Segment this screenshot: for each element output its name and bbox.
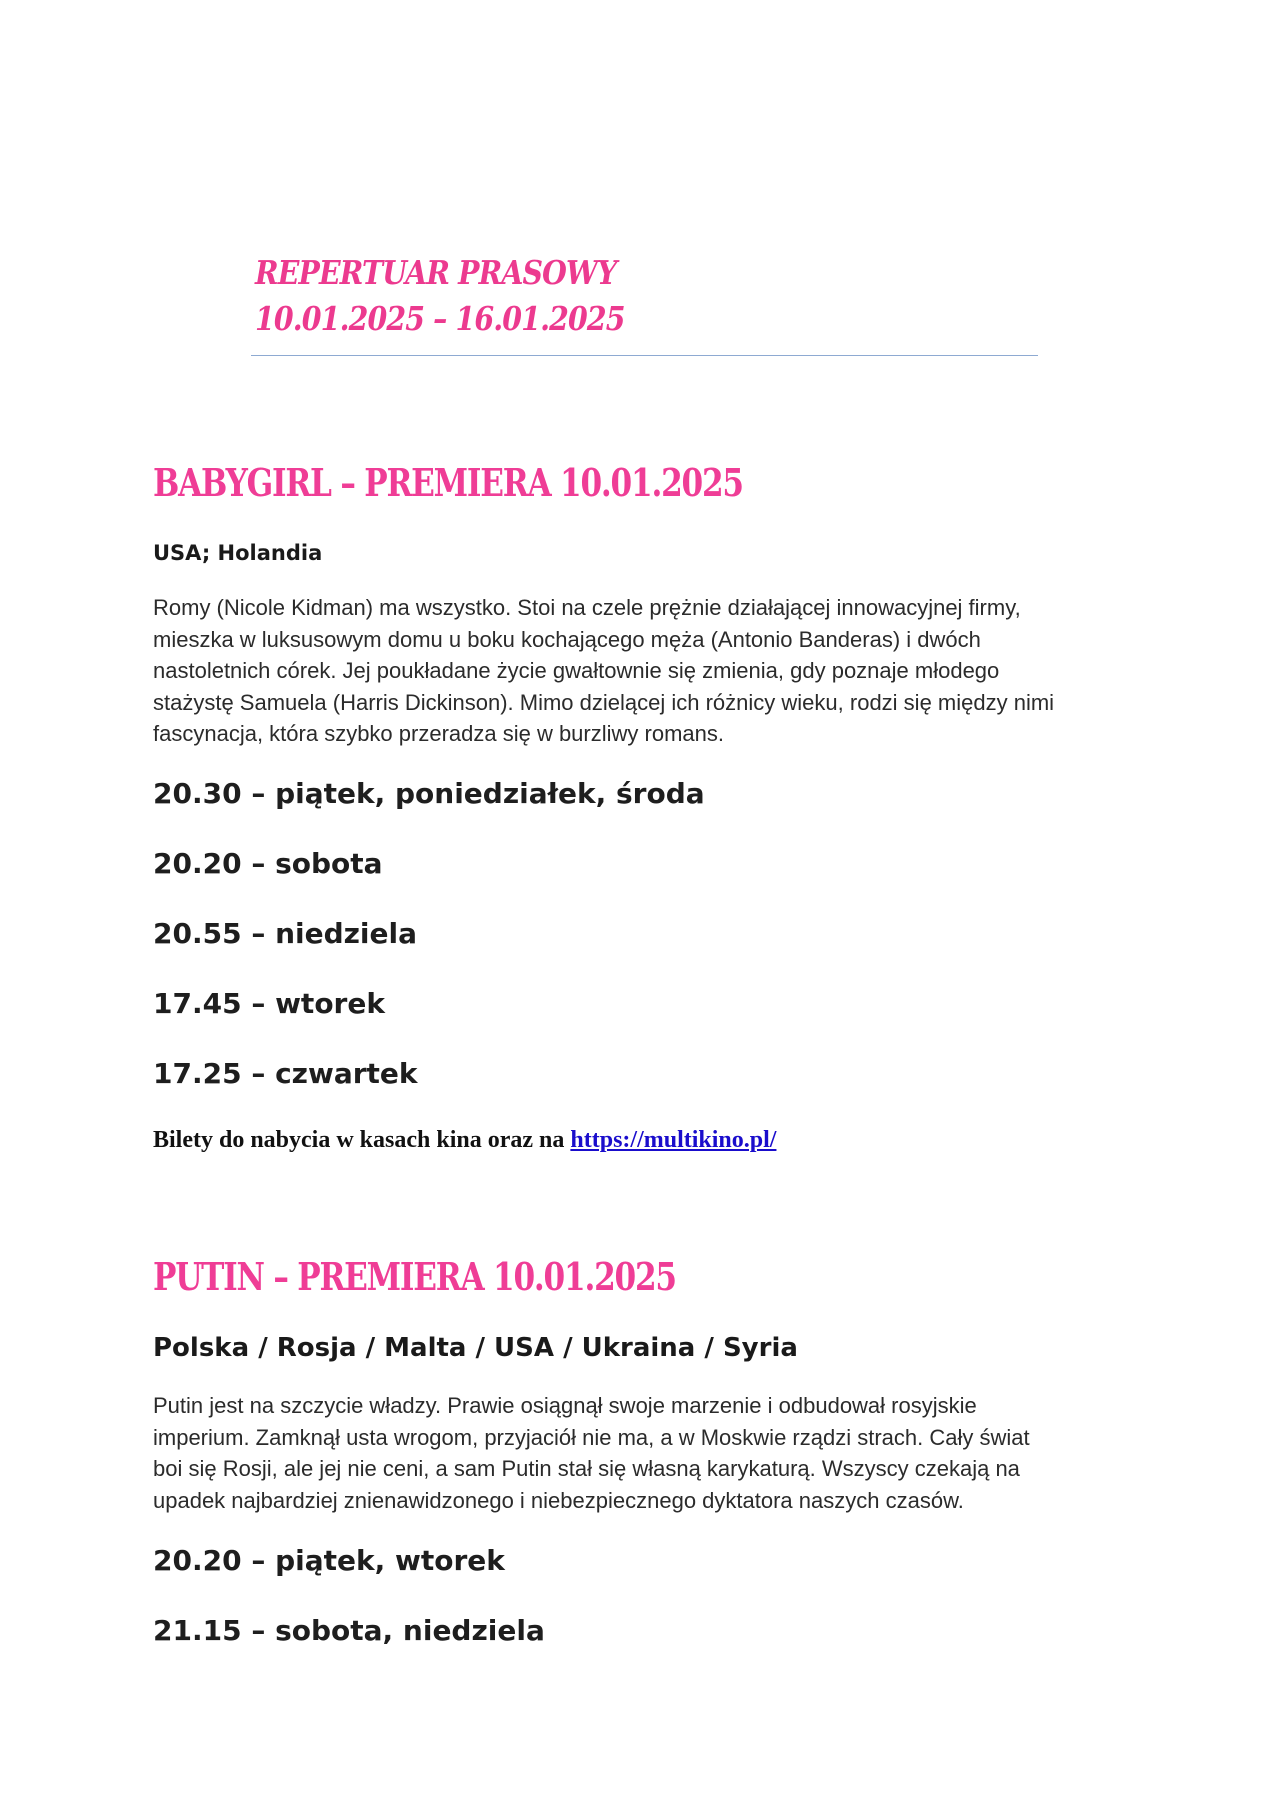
description-line: imperium. Zamknął usta wrogom, przyjaciół nie ma, a w Moskwie rządzi strach. Cały świat: [153, 1424, 1030, 1450]
description-line: nastoletnich córek. Jej poukładane życie gwałtownie się zmienia, gdy poznaje młodego: [153, 658, 1000, 683]
showtime: 20.20 – piątek, wtorek: [153, 1544, 505, 1577]
description-line: Romy (Nicole Kidman) ma wszystko. Stoi na czele prężnie działającej innowacyjnej firmy,: [153, 595, 1021, 620]
movie-description: [153, 592, 1143, 750]
movie-title: BABYGIRL – PREMIERA 10.01.2025: [153, 460, 743, 505]
multikino-link[interactable]: https://multikino.pl/: [570, 1127, 777, 1153]
tickets-info: [153, 1127, 776, 1154]
movie-title: PUTIN – PREMIERA 10.01.2025: [153, 1254, 676, 1299]
press-repertoire-header: [255, 250, 625, 342]
showtime: 17.45 – wtorek: [153, 987, 385, 1020]
movie-countries: USA; Holandia: [153, 541, 323, 565]
header-title: REPERTUAR PRASOWY: [255, 253, 617, 292]
showtime: 20.55 – niedziela: [153, 917, 418, 950]
showtime: 17.25 – czwartek: [153, 1057, 418, 1090]
showtime: 21.15 – sobota, niedziela: [153, 1614, 545, 1647]
description-line: boi się Rosji, ale jej nie ceni, a sam Putin stał się własną karykaturą. Wszyscy czekają na: [153, 1456, 1020, 1481]
header-divider: [251, 355, 1038, 356]
showtime: 20.30 – piątek, poniedziałek, środa: [153, 777, 705, 810]
movie-description: [153, 1390, 1143, 1516]
description-line: upadek najbardziej znienawidzonego i niebezpiecznego dyktatora naszych czasów.: [153, 1487, 964, 1513]
movie-countries: Polska / Rosja / Malta / USA / Ukraina / Syria: [153, 1333, 798, 1363]
description-line: fascynacja, która szybko przeradza się w burzliwy romans.: [153, 721, 724, 746]
description-line: stażystę Samuela (Harris Dickinson). Mimo dzielącej ich różnicy wieku, rodzi się między nimi: [153, 689, 1055, 715]
showtime: 20.20 – sobota: [153, 847, 383, 880]
header-date-range: 10.01.2025 – 16.01.2025: [255, 299, 625, 338]
tickets-text: Bilety do nabycia w kasach kina oraz na: [153, 1127, 571, 1153]
description-line: Putin jest na szczycie władzy. Prawie osiągnął swoje marzenie i odbudował rosyjskie: [153, 1393, 977, 1418]
description-line: mieszka w luksusowym domu u boku kochającego męża (Antonio Banderas) i dwóch: [153, 626, 981, 652]
